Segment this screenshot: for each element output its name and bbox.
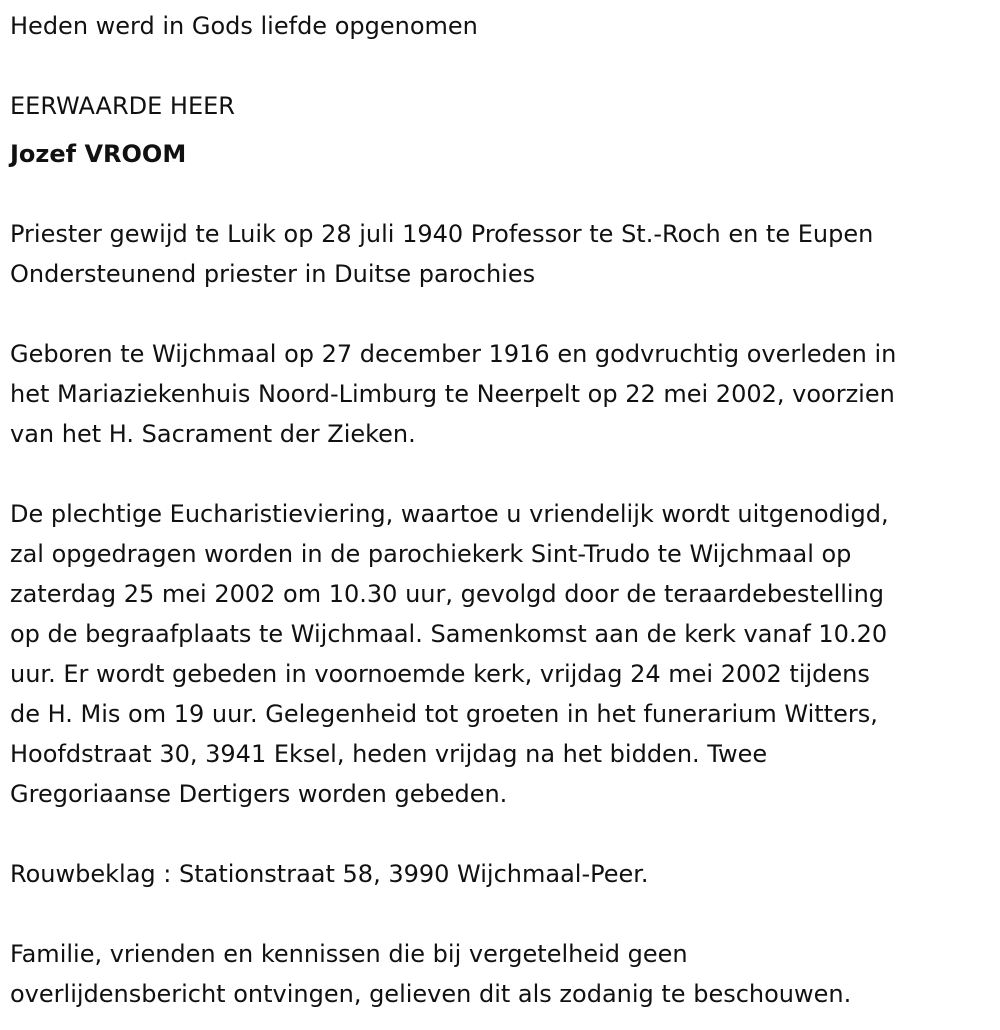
condolence-address: Rouwbeklag : Stationstraat 58, 3990 Wijchmaal-Peer. xyxy=(10,860,649,888)
paragraph-line: van het H. Sacrament der Zieken. xyxy=(10,420,416,448)
service-paragraph xyxy=(10,494,889,814)
paragraph-line: Gregoriaanse Dertigers worden gebeden. xyxy=(10,780,508,808)
honorific-title: EERWAARDE HEER xyxy=(10,92,235,120)
paragraph-line: Priester gewijd te Luik op 28 juli 1940 Professor te St.-Roch en te Eupen xyxy=(10,220,874,248)
deceased-name: Jozef VROOM xyxy=(10,140,187,168)
paragraph-line: De plechtige Eucharistieviering, waartoe u vriendelijk wordt uitgenodigd, xyxy=(10,500,889,528)
paragraph-line: de H. Mis om 19 uur. Gelegenheid tot groeten in het funerarium Witters, xyxy=(10,700,878,728)
paragraph-line: Ondersteunend priester in Duitse parochies xyxy=(10,260,536,288)
paragraph-line: Geboren te Wijchmaal op 27 december 1916 en godvruchtig overleden in xyxy=(10,340,897,368)
career-paragraph xyxy=(10,214,873,294)
closing-paragraph xyxy=(10,934,851,1014)
intro-line: Heden werd in Gods liefde opgenomen xyxy=(10,12,478,40)
paragraph-line: op de begraafplaats te Wijchmaal. Samenkomst aan de kerk vanaf 10.20 xyxy=(10,620,888,648)
paragraph-line: uur. Er wordt gebeden in voornoemde kerk, vrijdag 24 mei 2002 tijdens xyxy=(10,660,870,688)
paragraph-line: overlijdensbericht ontvingen, gelieven dit als zodanig te beschouwen. xyxy=(10,980,852,1008)
paragraph-line: Familie, vrienden en kennissen die bij vergetelheid geen xyxy=(10,940,688,968)
paragraph-line: het Mariaziekenhuis Noord-Limburg te Neerpelt op 22 mei 2002, voorzien xyxy=(10,380,895,408)
birth-death-paragraph xyxy=(10,334,896,454)
paragraph-line: zaterdag 25 mei 2002 om 10.30 uur, gevolgd door de teraardebestelling xyxy=(10,580,885,608)
paragraph-line: Hoofdstraat 30, 3941 Eksel, heden vrijdag na het bidden. Twee xyxy=(10,740,768,768)
paragraph-line: zal opgedragen worden in de parochiekerk Sint-Trudo te Wijchmaal op xyxy=(10,540,852,568)
